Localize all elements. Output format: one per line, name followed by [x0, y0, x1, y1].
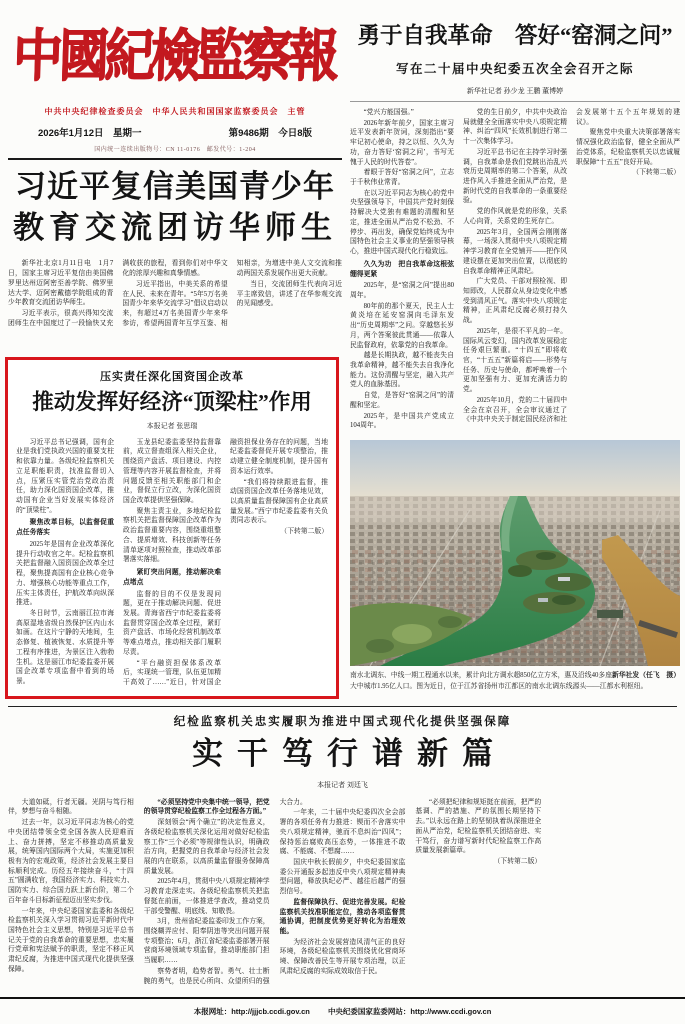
continued-note: （下转第二版）: [632, 169, 680, 177]
body-paragraph: 2025年3月，全国两会刚刚落幕，一场深入贯彻中央八项规定精神学习教育在全党铺开——把作风建设摆在更加突出位置，以彻底的自我革命精神正风肃纪。: [463, 228, 567, 275]
aerial-photo: [350, 440, 680, 666]
body-paragraph: 一年来，中央纪委国家监委和各级纪检监察机关深入学习贯彻习近平新时代中国特色社会主义思想，特别是习近平总书记关于党的自我革命的重要思想，忠实履行党章和宪法赋予的职责，坚定不移正风肃纪反腐，为推进中国式现代化提供坚强保障。: [8, 907, 134, 973]
lead-article-body: [8, 259, 342, 345]
body-paragraph: “党兴方能国强。”: [363, 109, 414, 116]
bottom-article: [8, 713, 677, 994]
boxed-article-kicker: 压实责任深化国资国企改革: [100, 371, 244, 383]
right-article-byline: 新华社记者 孙少龙 王鹏 董博婷: [466, 87, 564, 95]
issue-number: 第9486期 今日8版: [228, 128, 312, 139]
body-paragraph: 2026年新年前夕，国家主席习近平发表新年贺词，深刻指出“要牢记初心使命，持之以恒、久久为功，奋力答好‘窑洞之问’，书写无愧于人民的时代答卷”。: [350, 119, 454, 166]
body-paragraph: 习近平总书记在主持学习时强调，自我革命是我们党跳出治乱兴衰历史周期率的第二个答案，从改进作风入手推进全面从严治党，是新时代党的自我革命的一条重要经验。: [463, 148, 567, 205]
body-paragraph: 聚焦党中央重大决策部署落实情况强化政治监督，健全全面从严治党体系，纪检监察机关以忠诚履职保障“十五五”良好开局。: [576, 129, 680, 166]
lead-article: [8, 166, 342, 345]
photo-caption: [350, 671, 680, 692]
body-paragraph: 越是长期执政，越不能丧失自我革命精神，越不能失去自我净化能力。这份清醒与坚定，融入共产党人的血脉基因。: [350, 352, 454, 389]
body-paragraph: 深刻领会“两个确立”的决定性意义，各级纪检监察机关深化运用对做好纪检监察工作“三个必须”等规律性认识，明确政治方向，把握党的自我革命与经济社会发展的内在联系，以高质量监督服务保障高质量发展。: [143, 819, 270, 875]
body-paragraph: 党的生日前夕，中共中央政治局就健全全面落实中央八项规定精神、纠治“四风”长效机制进行第二十一次集体学习。: [463, 109, 567, 146]
body-paragraph: “平台融资担保体系改革后，实现统一管理，队伍更加精干高效了……”近日，针对国企融资担保业务存在的问题，当地纪委监委督促开展专项整治，推动建立健全制度机制，提升国有资本运行效率。: [123, 438, 328, 686]
page-footer: [0, 997, 685, 1017]
masthead: [8, 12, 342, 160]
bottom-article-byline: 本报记者 刘廷飞: [317, 780, 368, 789]
body-paragraph: 2025年，是中国共产党成立104周年。: [350, 412, 454, 430]
body-paragraph: 当日，交流团师生代表向习近平主席致信，讲述了在华参观交流的见闻感受。: [236, 280, 342, 308]
column-subhead: 久久为功 把自我革命这根弦绷得更紧: [350, 260, 454, 278]
body-paragraph: “必须坚持党中央集中统一领导，把党的领导贯穿纪检监察工作全过程各方面。”: [143, 798, 270, 816]
lead-headline-line1: 习近平复信美国青少年: [15, 169, 335, 204]
boxed-article-headline: 推动发挥好经济“顶梁柱”作用: [32, 390, 312, 414]
body-paragraph: 习近平总书记强调，国有企业是我们党执政兴国的重要支柱和依靠力量。各级纪检监察机关立足职能职责，找准监督切入点，压紧压实管党治党政治责任，助力深化国资国企改革，推动国有企业当好发展实体经济的“顶梁柱”。: [16, 438, 114, 514]
body-paragraph: 一年来，二十届中央纪委四次全会部署的各项任务有力推进：锲而不舍落实中央八项规定精神，驰而不息纠治“四风”；保持惩治腐败高压态势，一体推进不敢腐、不能腐、不想腐……: [279, 809, 406, 856]
column-subhead: 聚焦改革目标，以监督促重点任务落实: [16, 519, 114, 537]
publication-info: 国内统一连续出版物号：CN 11-0176 邮发代号：1-204: [94, 147, 256, 153]
body-paragraph: 着眼于答好“窑洞之问”，立志于千秋伟业常青。: [350, 169, 454, 187]
body-paragraph: “必须把纪律和规矩挺在前面，把严的基调、严的措施、严的氛围长期坚持下去。”以永远在路上的坚韧执着纵深推进全面从严治党，纪检监察机关团结奋进、实干笃行，奋力谱写新时代纪检监察工作高质量发展新篇章。: [415, 798, 542, 855]
body-paragraph: 党的作风就是党的形象，关系人心向背，关系党的生死存亡。: [463, 208, 567, 225]
body-paragraph: 过去一年，以习近平同志为核心的党中央团结带领全党全国各族人民迎难而上、奋力拼搏，坚定不移推动高质量发展，统筹国内国际两个大局，实施更加积极有为的宏观政策，经济社会发展主要目标顺利完成。历经五年接续奋斗，“十四五”圆满收官，我国经济实力、科技实力、国防实力、综合国力跃上新台阶，第二个百年奋斗目标新征程迈出坚实步伐。: [8, 819, 134, 904]
boxed-article: [5, 357, 339, 699]
body-paragraph: “我们将持续跟进监督，推动国资国企改革任务落地见效，以高质量监督保障国有企业高质量发展。”西宁市纪委监委有关负责同志表示。: [230, 478, 328, 525]
body-paragraph: 大道如砥，行者无疆。光阴与笃行相伴，梦想与奋斗相随。: [8, 798, 134, 816]
body-paragraph: 2025年是国有企业改革深化提升行动收官之年。纪检监察机关把监督融入国资国企改革全过程，聚焦提高国有企业核心竞争力、增强核心功能等重点工作，压实主体责任，护航改革向纵深推进。: [16, 540, 114, 607]
body-paragraph: 监督的目的不仅是发现问题，更在于推动解决问题、促进发展。青海省西宁市纪委监委将监督贯穿国企改革全过程，紧盯资产盘活、市场化经营机制改革等难点堵点，推动相关部门履职尽责。: [123, 590, 221, 656]
continued-note: （下转第二版）: [280, 528, 328, 536]
photo-credit: 新华社发（任飞 摄）: [612, 672, 680, 679]
body-paragraph: 80年前的那个夏天，民主人士黄炎培在延安窑洞向毛泽东发出“历史周期率”之问。穿越悠长岁月，两个答案彼此贯通——依靠人民监督政府，依靠党的自我革命。: [350, 302, 454, 349]
body-paragraph: 冬日时节，云南丽江拉市海高原湿地省级自然保护区内山水如画。在这片宁静的天地间，生态修复、植被恢复、水质提升等工程有序推进，为景区注入勃勃生机。这是丽江市纪委监委开展国企改革专项监督中看到的场景。: [16, 609, 114, 685]
photo-sky: [350, 440, 680, 498]
continued-note: （下转第二版）: [493, 857, 542, 865]
right-article-body: [350, 108, 680, 436]
body-paragraph: 习近平指出，中美关系的希望在人民、未来在青年。“5年5万名美国青少年来华交流学习”倡议启动以来，有超过4万名美国青少年来华参访，希望两国青年互学互鉴、相知相亲，为增进中美人文交流和推动两国关系发展作出更大贡献。: [122, 260, 342, 327]
aerial-photo-graphic: [350, 440, 680, 666]
photo-caption-text: 南水北调东、中线一期工程通水以来，累计向北方调水超850亿立方米，惠及沿线40多座大中城市1.95亿人口。图为近日，位于江苏省扬州市江都区的南水北调东线源头——江都水利枢纽。: [350, 672, 648, 690]
body-paragraph: 广大党员、干部对照检视、即知即改，人民群众从身边变化中感受到清风正气。落实中央八项规定精神，正风肃纪反腐必须打持久战。: [463, 278, 567, 325]
issue-date: 2026年1月12日 星期一: [38, 128, 142, 139]
newspaper-title: 中國紀檢監察報: [11, 24, 336, 88]
body-paragraph: 察势者明，趋势者智。勇气、壮士断腕的勇气，也是民心所向、众望所归的强大合力。: [143, 798, 307, 985]
bottom-article-headline: 实干笃行谱新篇: [192, 736, 507, 771]
body-paragraph: 2025年，是“窑洞之问”提出80周年。: [350, 282, 454, 299]
right-article: [350, 22, 680, 436]
supervisor-line: 中共中央纪律检查委员会 中华人民共和国国家监察委员会 主管: [44, 107, 306, 116]
byline-rule: [350, 101, 680, 102]
boxed-article-byline: 本报记者 张思瑞: [146, 421, 198, 430]
bottom-article-kicker: 纪检监察机关忠实履职为推进中国式现代化提供坚强保障: [173, 716, 512, 728]
body-paragraph: 2025年4月，贯彻中央八项规定精神学习教育走深走实。各级纪检监察机关把监督挺在前面，一体推进学查改，推动党员干部受警醒、明底线、知敬畏。: [143, 878, 270, 915]
bottom-article-body: [8, 798, 677, 994]
masthead-rule: [8, 158, 342, 160]
right-article-headline: 勇于自我革命 答好“窑洞之问”: [357, 23, 673, 48]
body-paragraph: 为经济社会发展营造风清气正的良好环境，各级纪检监察机关围绕优化营商环境、保障改善民生等开展专项治理，以正风肃纪反腐的实际成效取信于民。: [279, 938, 406, 975]
body-paragraph: 玉龙县纪委监委坚持监督靠前，成立督查组深入相关企业，围绕资产盘活、项目建设、内控管理等内容开展监督检查，并将问题反馈至相关职能部门和企业，督促立行立改，为深化国资国企改革提供坚强保障。: [123, 438, 221, 505]
date-line: [8, 125, 342, 139]
body-paragraph: 2025年10月，党的二十届四中全会在京召开，全会审议通过了《中共中央关于制定国民经济和社会发展第十五个五年规划的建议》。: [463, 109, 680, 424]
right-article-subtitle: 写在二十届中央纪委五次全会召开之际: [395, 62, 634, 76]
body-paragraph: 3月，贵州省纪委监委印发工作方案，围绕糊弄应付、阳奉阴违等突出问题开展专项整治；6月，浙江省纪委监委部署开展营商环境领域专项监督，推动职能部门担当履职……: [143, 918, 270, 965]
body-paragraph: 在以习近平同志为核心的党中央坚强领导下，中国共产党时刻保持解决大党独有难题的清醒和坚定，推进全面从严治党不松劲、不停步、再出发，确保党始终成为中国特色社会主义事业的坚强领导核心，推进中国式现代化行稳致远。: [350, 189, 454, 256]
body-paragraph: 习近平表示，很高兴得知交流团师生在中国度过了一段愉快又充满收获的旅程，看到你们对中华文化的浓厚兴趣和真挚情感。: [8, 260, 228, 327]
body-paragraph: 聚焦主责主业，多地纪检监察机关把监督保障国企改革作为政治监督重要内容，围绕重组整合、提质增效、科技创新等任务清单逐项对照检查，推动改革部署落实落细。: [123, 507, 221, 564]
body-paragraph: 自觉，是答好“窑洞之问”的清醒和坚定。: [350, 392, 454, 409]
body-paragraph: 国庆中秋长假前夕，中央纪委国家监委公开通报多起违反中央八项规定精神典型问题，释放执纪必严、越往后越严的强烈信号。: [279, 858, 406, 896]
body-paragraph: 新华社北京1月11日电 1月7日，国家主席习近平复信由美国佛罗里达州迈阿密至善学院、佛罗里达大学、迈阿密戴德学院组成的青少年教育交流团访华师生。: [8, 260, 114, 307]
lead-headline-line2: 教育交流团访华师生: [13, 210, 337, 246]
boxed-article-body: [16, 438, 328, 688]
body-paragraph: 2025年，是很不平凡的一年。国际风云变幻，国内改革发展稳定任务艰巨繁重。“十四五”即将收官，“十五五”新篇将启——形势与任务、历史与使命，都呼唤着一个更加坚强有力、更加充满活力的党。: [463, 327, 567, 394]
footer-site-link[interactable]: 本报网址：http://jjjcb.ccdi.gov.cn: [193, 1007, 310, 1016]
section-divider: [8, 706, 677, 707]
footer-ccdi-link[interactable]: 中央纪委国家监委网站：http://www.ccdi.gov.cn: [327, 1007, 492, 1016]
body-paragraph: 监督保障执行、促进完善发展。纪检监察机关找准职能定位，推动各项监督贯通协调，把制度优势更好转化为治理效能。: [279, 898, 406, 935]
column-subhead: 紧盯突出问题，推动解决难点堵点: [123, 569, 221, 586]
